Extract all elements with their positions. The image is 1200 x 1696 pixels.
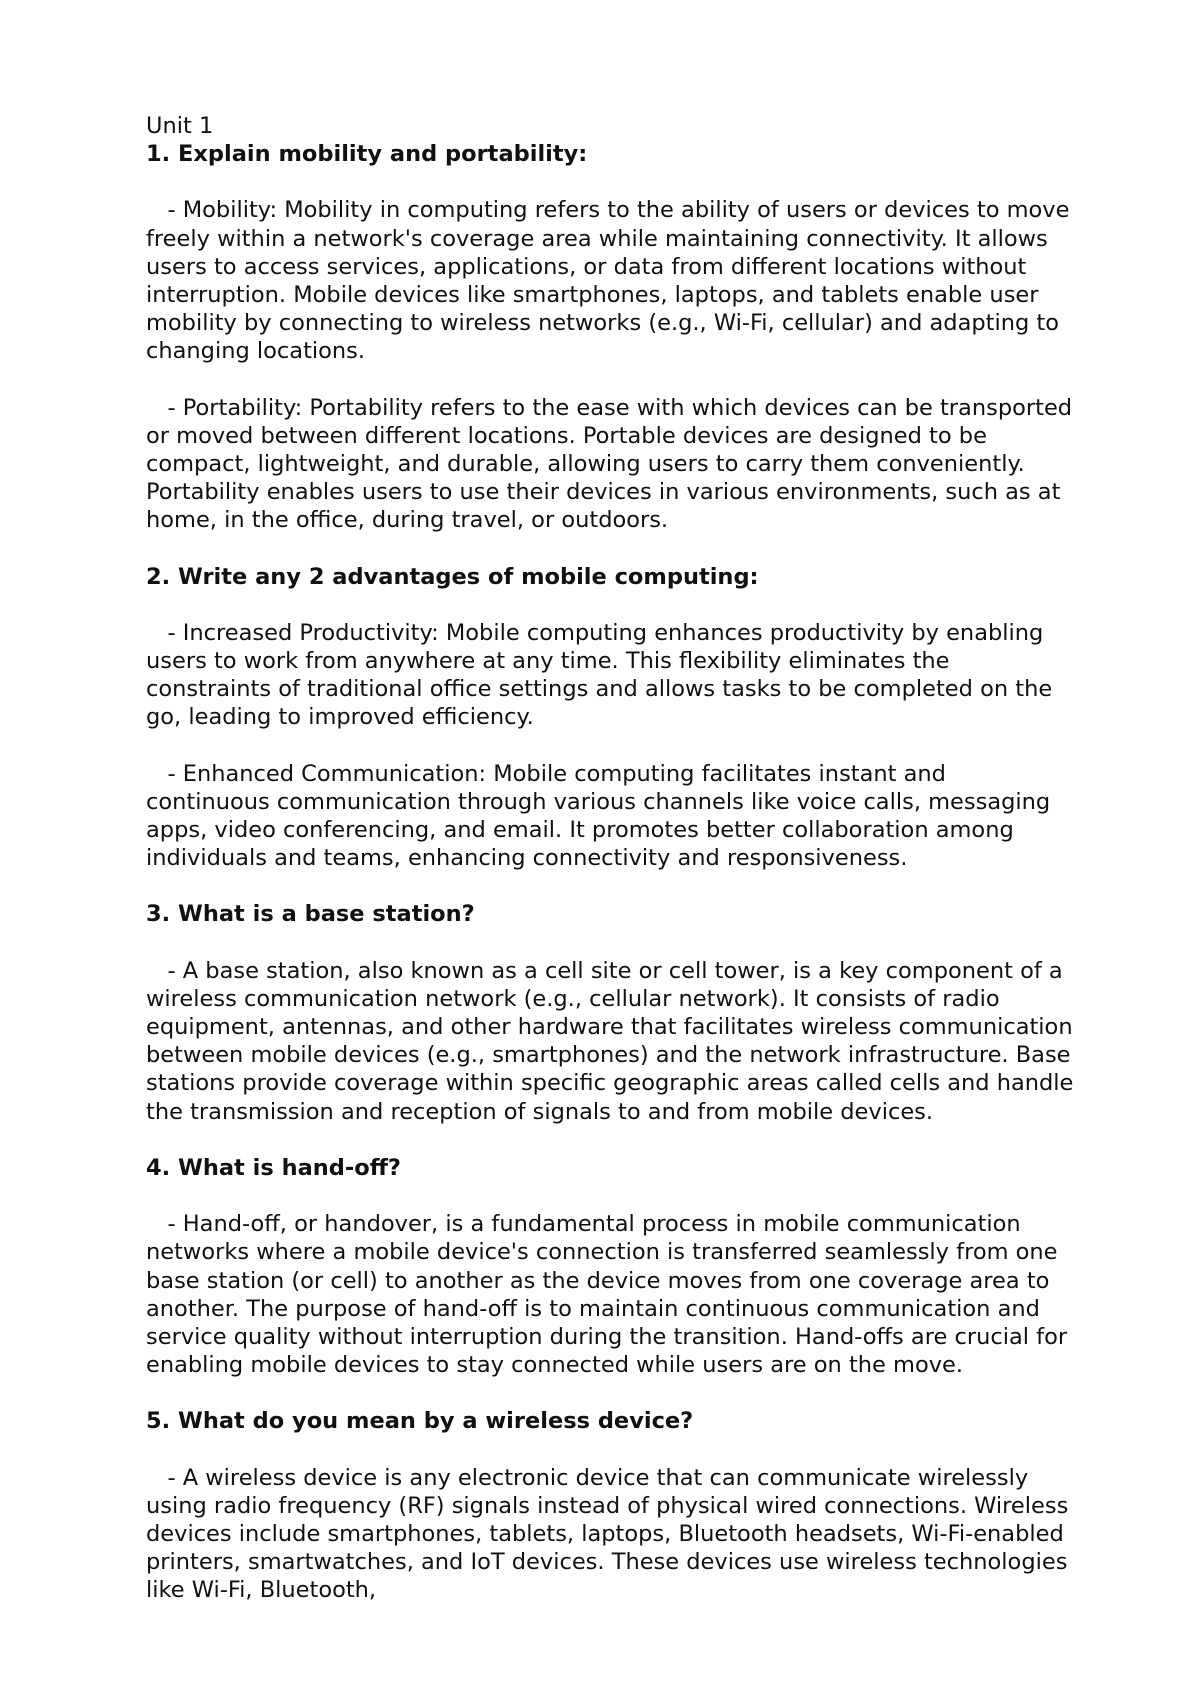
paragraph-text: - Enhanced Communication: Mobile computing facilitates instant and continuous communication through various channels like voice calls, messaging apps, video conferencing, and email. It promotes better collaboration among individuals and teams, enhancing connectivity and responsiveness. (146, 760, 1051, 872)
question-2-heading: 2. Write any 2 advantages of mobile computing: (146, 563, 759, 590)
question-3-paragraph-1 (146, 957, 1076, 1126)
paragraph-text: - A wireless device is any electronic device that can communicate wirelessly using radio frequency (RF) signals instead of physical wired connections. Wireless devices include smartphones, tablets, laptops, Bluetooth headsets, Wi-Fi-enabled printers, smartwatches, and IoT devices. These devices use wireless technologies like Wi-Fi, Bluetooth, (146, 1464, 1069, 1604)
question-1-heading: 1. Explain mobility and portability: (146, 141, 588, 168)
question-2-paragraph-1 (146, 619, 1076, 732)
paragraph-text: - A base station, also known as a cell site or cell tower, is a key component of a wireless communication network (e.g., cellular network). It consists of radio equipment, antennas, and other hardware that facilitates wireless communication between mobile devices (e.g., smartphones) and the network infrastructure. Base stations provide coverage within specific geographic areas called cells and handle the transmission and reception of signals to and from mobile devices. (146, 957, 1074, 1125)
paragraph-text: - Hand-off, or handover, is a fundamental process in mobile communication networks where a mobile device's connection is transferred seamlessly from one base station (or cell) to another as the device moves from one coverage area to another. The purpose of hand-off is to maintain continuous communication and service quality without interruption during the transition. Hand-offs are crucial for enabling mobile devices to stay connected while users are on the move. (146, 1211, 1068, 1379)
question-4-paragraph-1 (146, 1210, 1076, 1379)
paragraph-text: - Mobility: Mobility in computing refers to the ability of users or devices to move freely within a network's coverage area while maintaining connectivity. It allows users to access services, applications, or data from different locations without interruption. Mobile devices like smartphones, laptops, and tablets enable user mobility by connecting to wireless networks (e.g., Wi-Fi, cellular) and adapting to changing locations. (146, 197, 1070, 365)
question-1-paragraph-2 (146, 394, 1076, 535)
question-1-paragraph-1 (146, 196, 1076, 365)
question-4-heading: 4. What is hand-off? (146, 1154, 401, 1181)
question-3-heading: 3. What is a base station? (146, 901, 475, 928)
document-body (146, 112, 1076, 1605)
question-2-paragraph-2 (146, 760, 1076, 873)
paragraph-text: - Increased Productivity: Mobile computing enhances productivity by enabling users to work from anywhere at any time. This flexibility eliminates the constraints of traditional office settings and allows tasks to be completed on the go, leading to improved efficiency. (146, 619, 1053, 731)
question-5-paragraph-1 (146, 1464, 1076, 1605)
unit-title: Unit 1 (146, 113, 214, 139)
question-5-heading: 5. What do you mean by a wireless device? (146, 1408, 694, 1435)
paragraph-text: - Portability: Portability refers to the ease with which devices can be transported or moved between different locations. Portable devices are designed to be compact, lightweight, and durable, allowing users to carry them conveniently. Portability enables users to use their devices in various environments, such as at home, in the office, during travel, or outdoors. (146, 394, 1073, 534)
